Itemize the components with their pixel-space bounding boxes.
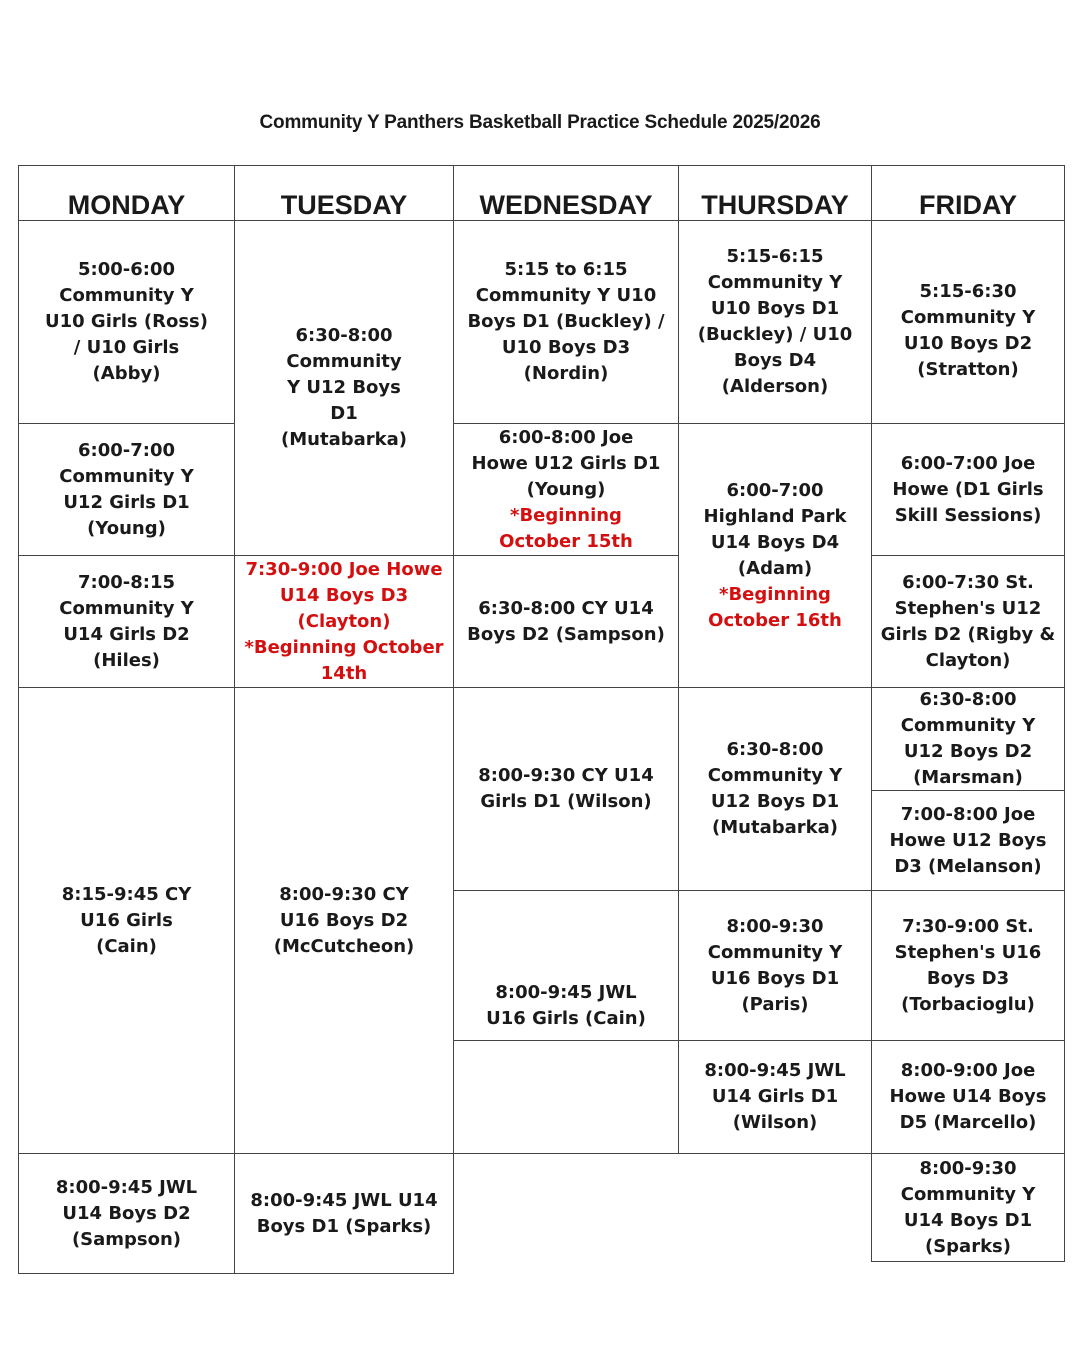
slot-text: 8:00-9:30 CY U16 Boys D2 (McCutcheon) bbox=[273, 883, 415, 957]
slot-tuesday bbox=[234, 220, 454, 556]
header-tuesday: TUESDAY bbox=[234, 165, 454, 221]
slot-text: 5:15 to 6:15 Community Y U10 Boys D1 (Buckley) / U10 Boys D3 (Nordin) bbox=[467, 259, 665, 384]
slot-thursday bbox=[678, 1040, 872, 1154]
slot-text: 6:30-8:00 Community Y U12 Boys D2 (Marsman) bbox=[900, 689, 1036, 788]
slot-text: 8:00-9:45 JWL U14 Boys D2 (Sampson) bbox=[55, 1176, 198, 1250]
schedule-title: Community Y Panthers Basketball Practice Schedule 2025/2026 bbox=[259, 112, 821, 133]
slot-notice: 7:30-9:00 Joe Howe U14 Boys D3 (Clayton) *Beginning October 14th bbox=[244, 558, 444, 684]
slot-text: 8:00-9:45 JWL U14 Boys D1 (Sparks) bbox=[250, 1189, 438, 1237]
slot-text: 6:30-8:00 CY U14 Boys D2 (Sampson) bbox=[467, 597, 665, 645]
slot-text: 7:30-9:00 St. Stephen's U16 Boys D3 (Torbacioglu) bbox=[894, 915, 1042, 1015]
slot-thursday bbox=[678, 423, 872, 688]
slot-text: 5:00-6:00 Community Y U10 Girls (Ross) / U10 Girls (Abby) bbox=[44, 259, 208, 384]
slot-friday bbox=[871, 790, 1065, 891]
slot-text: 6:00-8:00 Joe Howe U12 Girls D1 (Young) bbox=[471, 426, 661, 500]
slot-thursday bbox=[678, 687, 872, 891]
slot-wednesday bbox=[453, 687, 679, 891]
slot-text: 8:00-9:45 JWL U14 Girls D1 (Wilson) bbox=[704, 1060, 846, 1133]
slot-tuesday bbox=[234, 687, 454, 1154]
slot-wednesday bbox=[453, 890, 679, 1041]
slot-text: 6:00-7:00 Highland Park U14 Boys D4 (Adam) bbox=[703, 479, 847, 579]
slot-monday bbox=[18, 423, 235, 556]
slot-wednesday bbox=[453, 423, 679, 556]
slot-notice: *Beginning October 16th bbox=[708, 583, 842, 631]
slot-monday bbox=[18, 220, 235, 424]
slot-text: 8:00-9:45 JWL U16 Girls (Cain) bbox=[486, 982, 646, 1029]
slot-tuesday bbox=[234, 555, 454, 688]
slot-friday bbox=[871, 555, 1065, 688]
slot-text: 6:00-7:30 St. Stephen's U12 Girls D2 (Rigby & Clayton) bbox=[880, 571, 1056, 671]
slot-friday bbox=[871, 1040, 1065, 1154]
slot-text: 8:00-9:30 Community Y U14 Boys D1 (Sparks) bbox=[900, 1157, 1036, 1257]
slot-friday bbox=[871, 220, 1065, 424]
slot-thursday bbox=[678, 890, 872, 1041]
slot-wednesday-empty bbox=[453, 1040, 679, 1154]
slot-wednesday bbox=[453, 555, 679, 688]
header-monday: MONDAY bbox=[18, 165, 235, 221]
slot-text: 5:15-6:15 Community Y U10 Boys D1 (Buckley) / U10 Boys D4 (Alderson) bbox=[697, 246, 853, 397]
slot-text: 8:00-9:30 Community Y U16 Boys D1 (Paris) bbox=[707, 915, 843, 1015]
slot-friday bbox=[871, 687, 1065, 791]
slot-tuesday bbox=[234, 1153, 454, 1274]
slot-wednesday bbox=[453, 220, 679, 424]
slot-text: 7:00-8:00 Joe Howe U12 Boys D3 (Melanson) bbox=[889, 803, 1047, 877]
slot-text: 6:30-8:00 Community Y U12 Boys D1 (Mutabarka) bbox=[707, 739, 843, 838]
slot-text: 8:00-9:30 CY U14 Girls D1 (Wilson) bbox=[478, 765, 654, 812]
slot-monday bbox=[18, 687, 235, 1154]
slot-text: 7:00-8:15 Community Y U14 Girls D2 (Hiles) bbox=[59, 571, 194, 671]
slot-monday bbox=[18, 1153, 235, 1274]
slot-text: 8:00-9:00 Joe Howe U14 Boys D5 (Marcello) bbox=[889, 1060, 1047, 1133]
slot-text: 6:30-8:00 Community Y U12 Boys D1 (Mutabarka) bbox=[281, 325, 407, 450]
header-thursday: THURSDAY bbox=[678, 165, 872, 221]
header-friday: FRIDAY bbox=[871, 165, 1065, 221]
slot-text: 8:15-9:45 CY U16 Girls (Cain) bbox=[61, 883, 192, 957]
slot-notice: *Beginning October 15th bbox=[499, 504, 633, 552]
slot-text: 5:15-6:30 Community Y U10 Boys D2 (Stratton) bbox=[900, 281, 1036, 380]
slot-friday bbox=[871, 1153, 1065, 1262]
slot-monday bbox=[18, 555, 235, 688]
slot-text: 6:00-7:00 Community Y U12 Girls D1 (Young) bbox=[59, 439, 194, 539]
slot-friday bbox=[871, 423, 1065, 556]
header-wednesday: WEDNESDAY bbox=[453, 165, 679, 221]
slot-thursday bbox=[678, 220, 872, 424]
slot-friday bbox=[871, 890, 1065, 1041]
slot-text: 6:00-7:00 Joe Howe (D1 Girls Skill Sessions) bbox=[892, 452, 1044, 526]
